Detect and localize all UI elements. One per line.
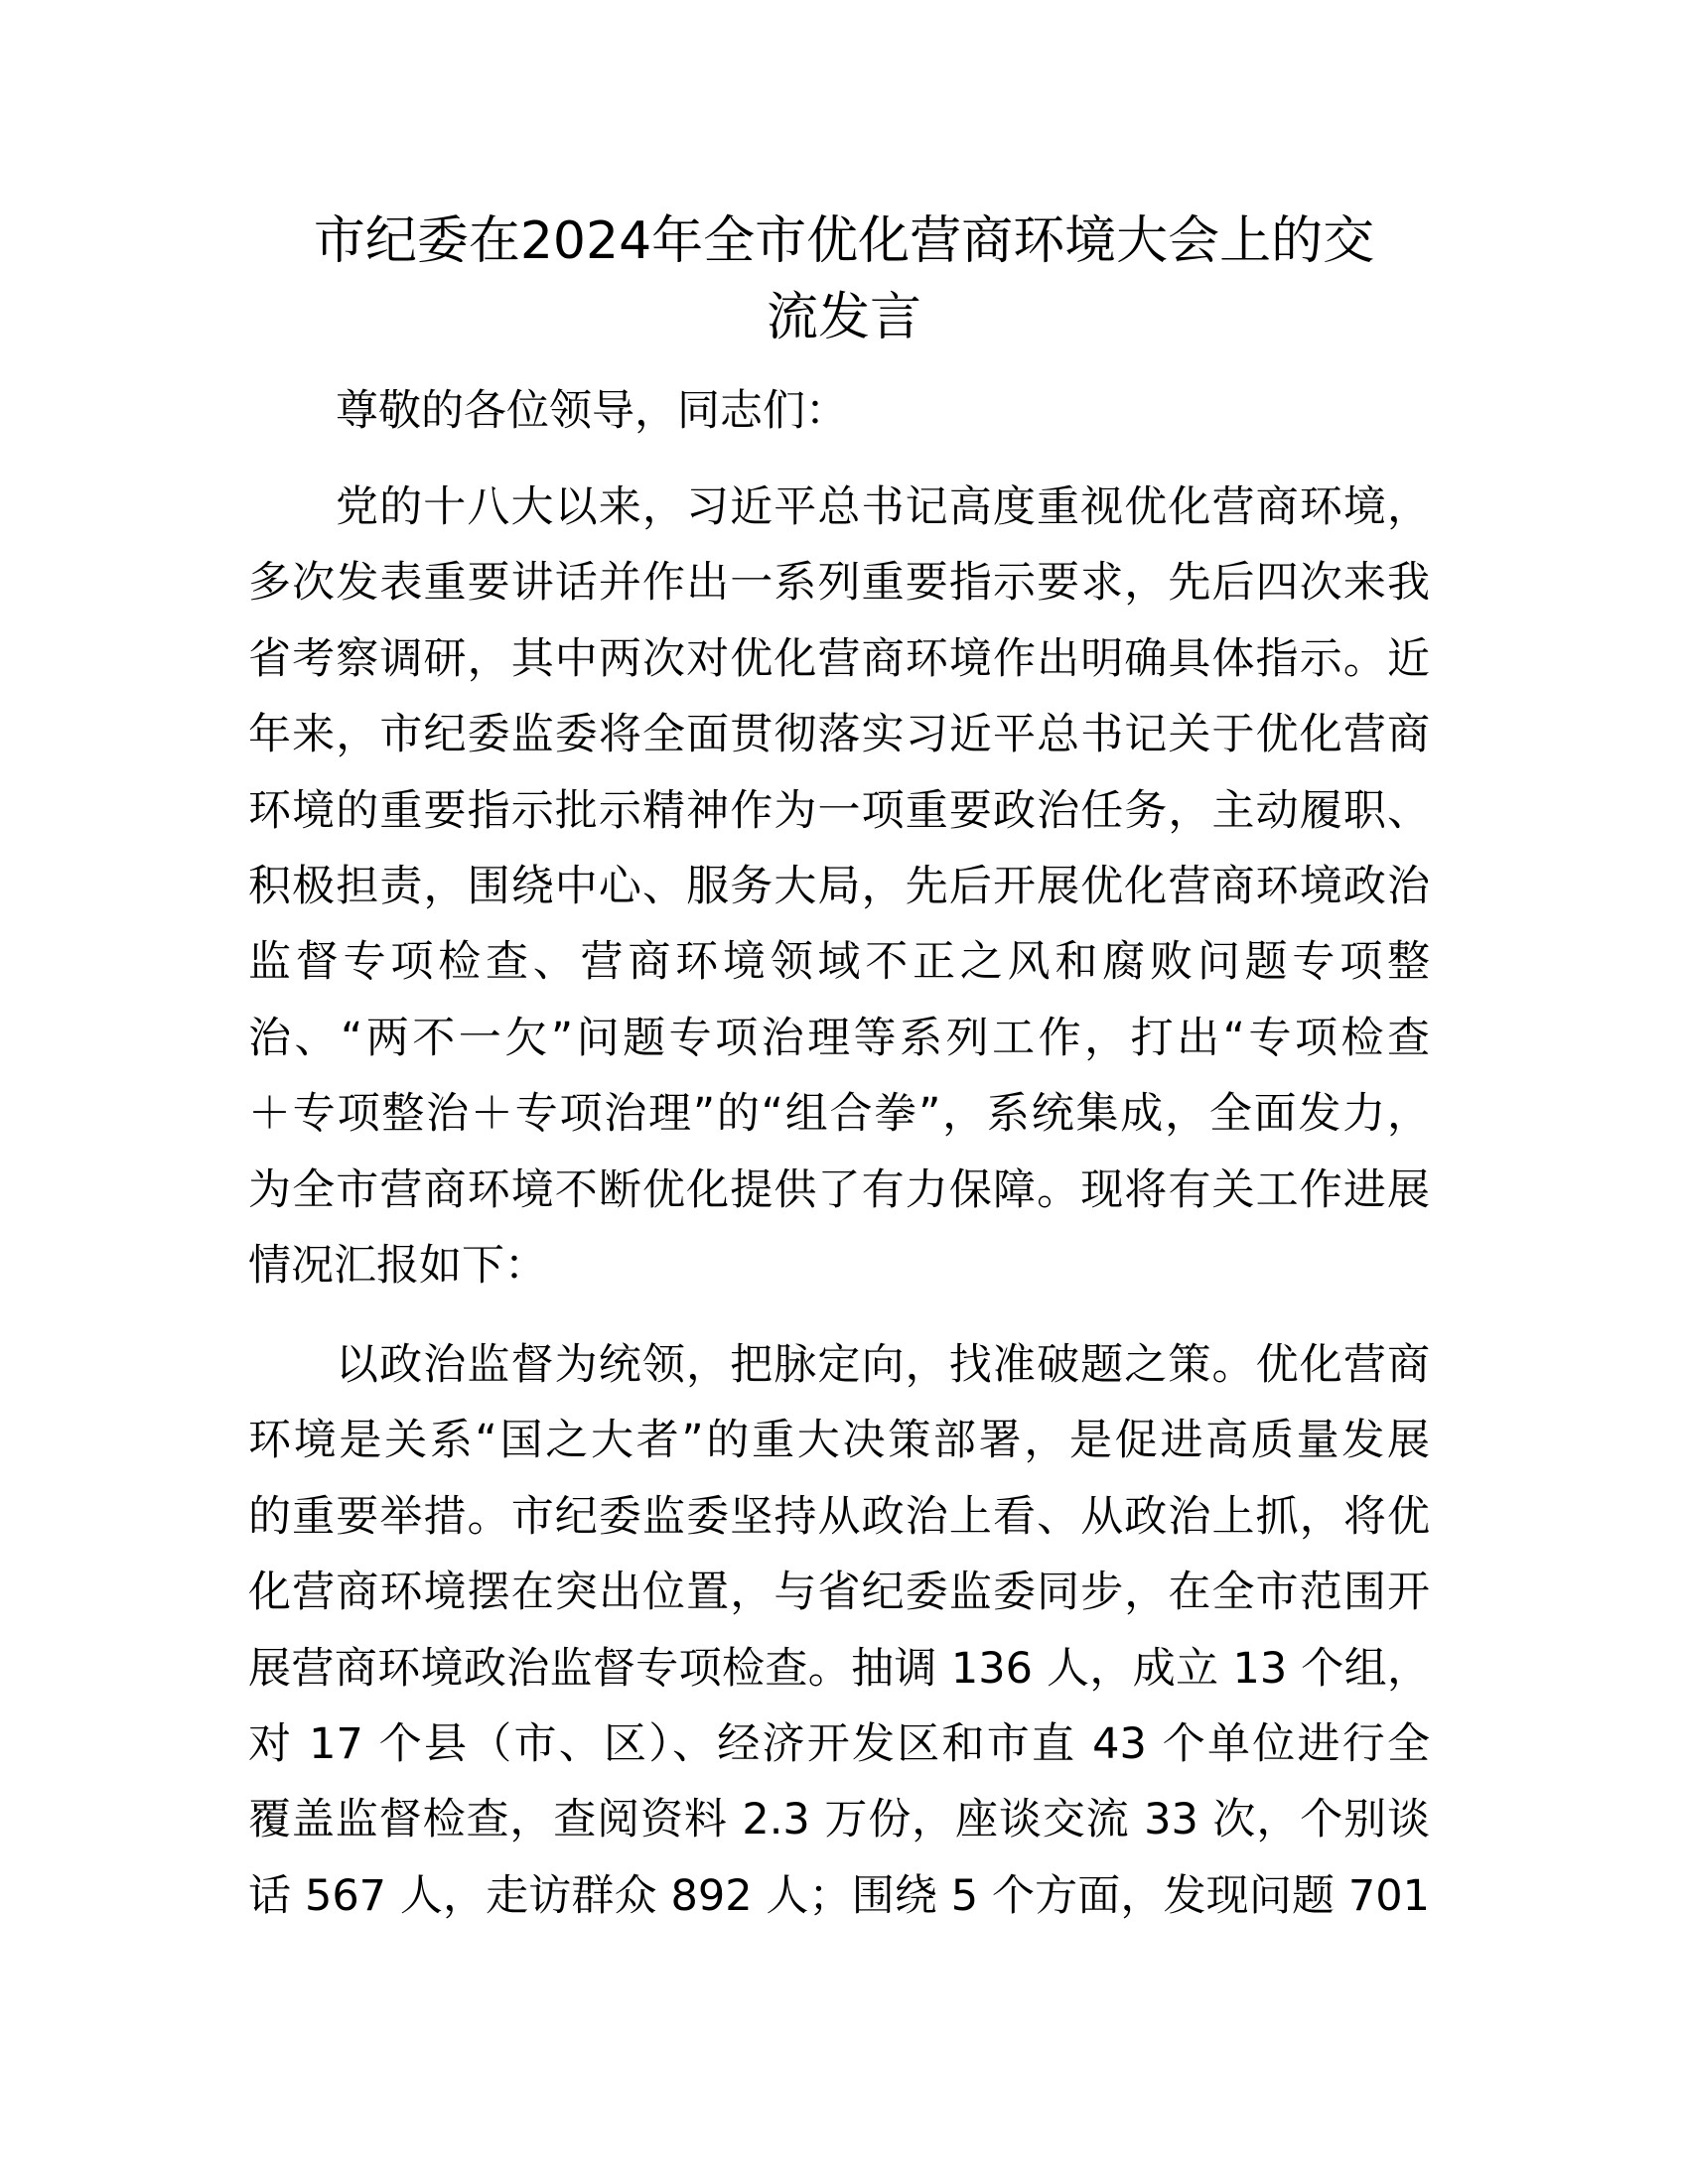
- paragraph-line: 党的十八大以来，习近平总书记高度重视优化营商环境，: [336, 482, 1430, 532]
- paragraph-line: 话 567 人，走访群众 892 人；围绕 5 个方面，发现问题 701: [248, 1870, 1430, 1921]
- paragraph-political-supervision: [248, 1327, 1430, 1934]
- paragraph-line: 展营商环境政治监督专项检查。抽调 136 人，成立 13 个组，: [248, 1643, 1430, 1694]
- paragraph-line: 监督专项检查、营商环境领域不正之风和腐败问题专项整: [248, 937, 1430, 988]
- paragraph-line: 以政治监督为统领，把脉定向，找准破题之策。优化营商: [336, 1340, 1430, 1390]
- paragraph-line: 对 17 个县（市、区）、经济开发区和市直 43 个单位进行全: [248, 1718, 1430, 1769]
- title-line-1: 市纪委在2024年全市优化营商环境大会上的交: [313, 211, 1375, 271]
- paragraph-line: 多次发表重要讲话并作出一系列重要指示要求，先后四次来我: [248, 558, 1430, 609]
- greeting: [248, 373, 1430, 449]
- paragraph-line: 的重要举措。市纪委监委坚持从政治上看、从政治上抓，将优: [248, 1491, 1430, 1542]
- paragraph-line: 治、“两不一欠”问题专项治理等系列工作，打出“专项检查: [248, 1013, 1430, 1063]
- title-line-2: 流发言: [766, 288, 921, 347]
- paragraph-line: 环境的重要指示批示精神作为一项重要政治任务，主动履职、: [248, 785, 1430, 836]
- paragraph-line: 年来，市纪委监委将全面贯彻落实习近平总书记关于优化营商: [248, 710, 1430, 760]
- paragraph-line: 情况汇报如下：: [248, 1240, 547, 1291]
- paragraph-line: ＋专项整治＋专项治理”的“组合拳”，系统集成，全面发力，: [248, 1089, 1430, 1140]
- document-title: [238, 204, 1450, 356]
- greeting-text: 尊敬的各位领导，同志们：: [336, 386, 848, 436]
- paragraph-line: 覆盖监督检查，查阅资料 2.3 万份，座谈交流 33 次，个别谈: [248, 1795, 1430, 1845]
- paragraph-line: 化营商环境摆在突出位置，与省纪委监委同步，在全市范围开: [248, 1568, 1430, 1618]
- paragraph-line: 省考察调研，其中两次对优化营商环境作出明确具体指示。近: [248, 633, 1430, 684]
- paragraph-line: 环境是关系“国之大者”的重大决策部署，是促进高质量发展: [248, 1416, 1430, 1466]
- paragraph-line: 积极担责，围绕中心、服务大局，先后开展优化营商环境政治: [248, 861, 1430, 911]
- paragraph-intro: [248, 470, 1430, 1303]
- paragraph-line: 为全市营商环境不断优化提供了有力保障。现将有关工作进展: [248, 1164, 1430, 1215]
